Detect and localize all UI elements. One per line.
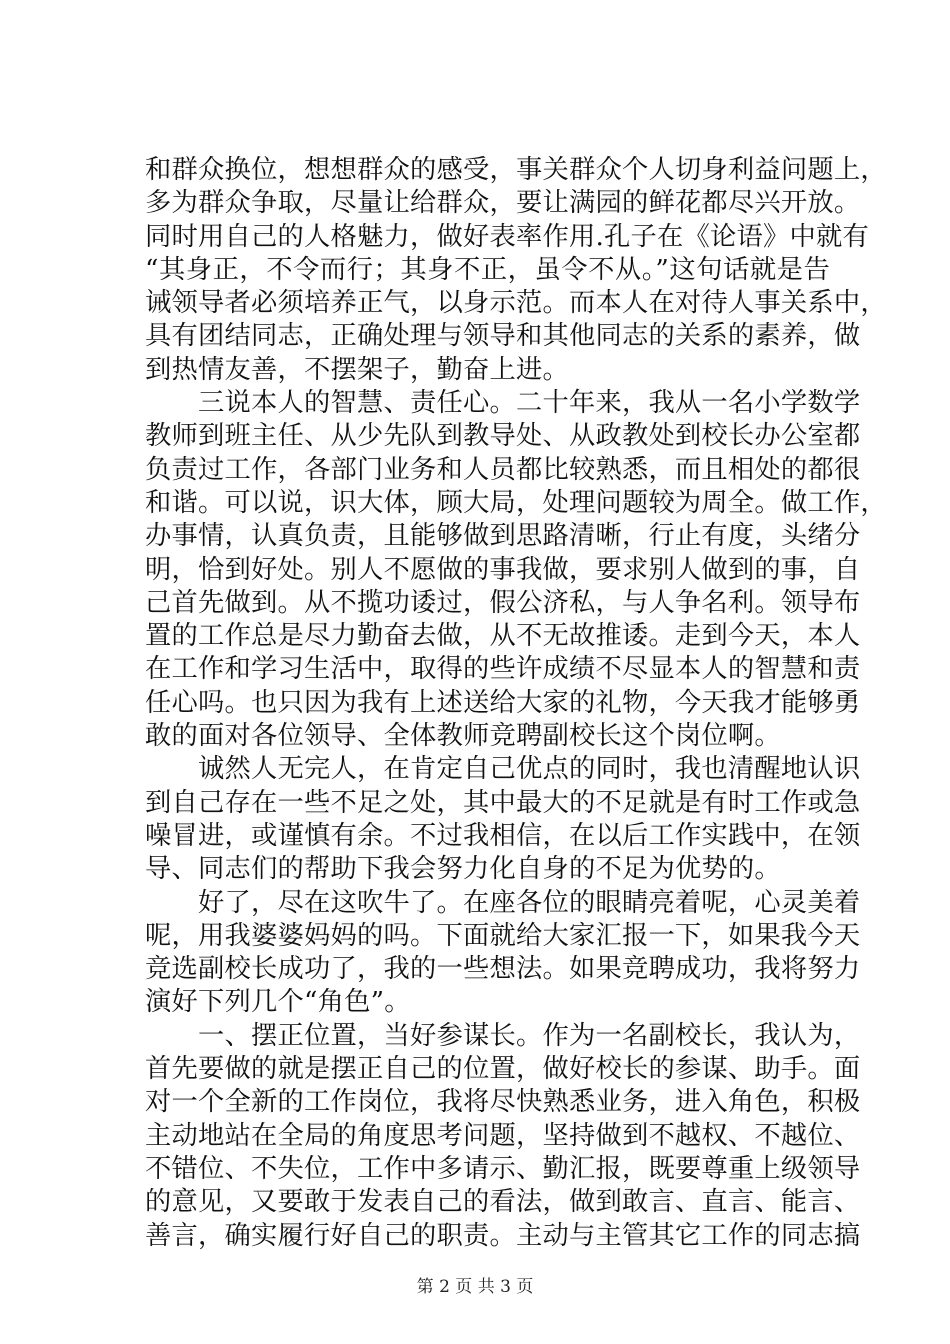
text-line: 办事情，认真负责，且能够做到思路清晰，行止有度，头绪分 <box>145 521 861 552</box>
text-line: 到自己存在一些不足之处，其中最大的不足就是有时工作或急 <box>145 787 861 818</box>
page-footer: 第 2 页 共 3 页 <box>416 1277 534 1297</box>
text-line: 首先要做的就是摆正自己的位置，做好校长的参谋、助手。面 <box>145 1054 861 1085</box>
text-line: 和谐。可以说，识大体，顾大局，处理问题较为周全。做工作， <box>145 487 887 518</box>
text-line: 对一个全新的工作岗位，我将尽快熟悉业务，进入角色，积极 <box>145 1087 861 1118</box>
text-line: “其身正，不令而行；其身不正，虽令不从。”这句话就是告 <box>145 254 830 285</box>
text-line: 演好下列几个“角色”。 <box>145 987 411 1018</box>
text-line: 善言，确实履行好自己的职责。主动与主管其它工作的同志搞 <box>145 1220 861 1251</box>
text-line: 明，恰到好处。别人不愿做的事我做，要求别人做到的事，自 <box>145 554 861 585</box>
text-line: 竞选副校长成功了，我的一些想法。如果竞聘成功，我将努力 <box>145 954 861 985</box>
text-line: 具有团结同志，正确处理与领导和其他同志的关系的素养，做 <box>145 321 861 352</box>
text-line: 到热情友善，不摆架子，勤奋上进。 <box>145 354 569 385</box>
text-line: 和群众换位，想想群众的感受，事关群众个人切身利益问题上， <box>145 155 887 185</box>
document-body <box>145 154 887 1253</box>
text-line: 不错位、不失位，工作中多请示、勤汇报，既要尊重上级领导 <box>145 1153 861 1184</box>
text-line: 诚然人无完人，在肯定自己优点的同时，我也清醒地认识 <box>145 754 861 785</box>
text-line: 置的工作总是尽力勤奋去做，从不无故推诿。走到今天，本人 <box>145 621 861 652</box>
text-line: 在工作和学习生活中，取得的些许成绩不尽显本人的智慧和责 <box>145 654 861 685</box>
text-line: 多为群众争取，尽量让给群众，要让满园的鲜花都尽兴开放。 <box>145 188 861 219</box>
text-line: 任心吗。也只因为我有上述送给大家的礼物，今天我才能够勇 <box>145 687 861 718</box>
text-line: 同时用自己的人格魅力，做好表率作用.孔子在《论语》中就有 <box>145 221 869 252</box>
text-line: 三说本人的智慧、责任心。二十年来，我从一名小学数学 <box>145 388 861 419</box>
text-line: 噪冒进，或谨慎有余。不过我相信，在以后工作实践中，在领 <box>145 820 861 851</box>
text-line: 好了，尽在这吹牛了。在座各位的眼睛亮着呢，心灵美着 <box>145 887 861 918</box>
text-line: 一、摆正位置，当好参谋长。作为一名副校长，我认为， <box>145 1020 861 1051</box>
text-line: 的意见，又要敢于发表自己的看法，做到敢言、直言、能言、 <box>145 1187 861 1218</box>
text-line: 己首先做到。从不揽功诿过，假公济私，与人争名利。领导布 <box>145 587 861 618</box>
text-line: 教师到班主任、从少先队到教导处、从政教处到校长办公室都 <box>145 421 861 452</box>
text-line: 敢的面对各位领导、全体教师竞聘副校长这个岗位啊。 <box>145 721 781 752</box>
text-line: 导、同志们的帮助下我会努力化自身的不足为优势的。 <box>145 854 781 885</box>
text-line: 诫领导者必须培养正气，以身示范。而本人在对待人事关系中， <box>145 288 887 319</box>
text-line: 主动地站在全局的角度思考问题，坚持做到不越权、不越位、 <box>145 1120 861 1151</box>
text-line: 负责过工作，各部门业务和人员都比较熟悉，而且相处的都很 <box>145 454 861 485</box>
text-line: 呢，用我婆婆妈妈的吗。下面就给大家汇报一下，如果我今天 <box>145 920 861 951</box>
